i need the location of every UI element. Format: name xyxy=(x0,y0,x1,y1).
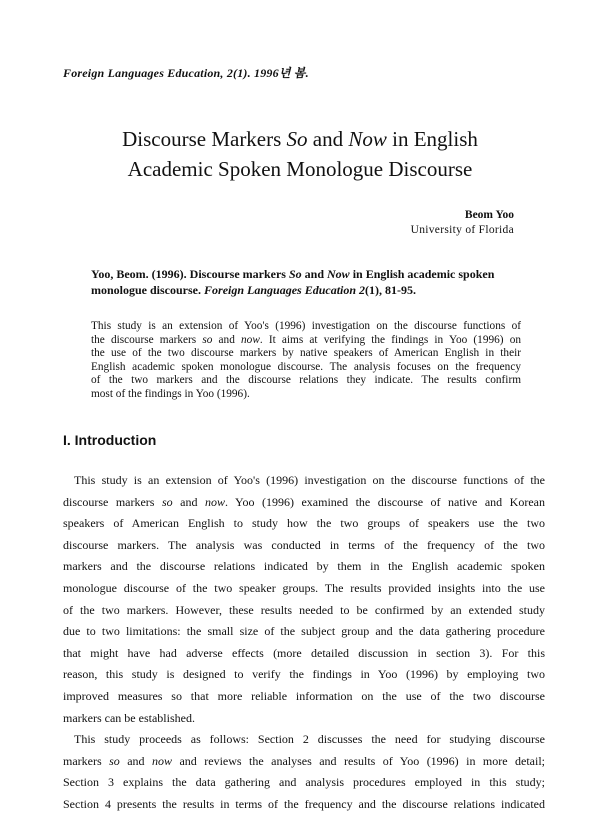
abstract-line: the use of the two discourse markers by native speakers of American English in their xyxy=(91,347,521,360)
body-line: due to two limitations: the small size of the subject group and the data gathering procedure xyxy=(63,624,545,639)
title-text: and xyxy=(307,127,349,151)
marker-term: now xyxy=(152,753,173,768)
citation-now: Now xyxy=(327,267,350,281)
abstract xyxy=(91,320,521,402)
body-line: discourse markers so and now. Yoo (1996) examined the discourse of native and Korean xyxy=(63,494,545,509)
author-name: Beom Yoo xyxy=(464,209,514,221)
body-line: monologue discourse of the two speaker groups. The results provided insights into the use xyxy=(63,580,545,595)
body-text xyxy=(63,470,545,816)
paper-title xyxy=(0,124,600,184)
title-text: Discourse Markers xyxy=(122,127,287,151)
body-line: This study is an extension of Yoo's (1996) investigation on the discourse functions of the xyxy=(74,473,545,487)
body-line: reason, this study is designed to verify the findings in Yoo (1996) by employing two xyxy=(63,667,545,682)
abstract-line: English academic spoken monologue discourse. The analysis focuses on the frequency xyxy=(91,360,521,373)
citation-text: (1), 81-95. xyxy=(365,283,417,297)
body-line: of the two markers. However, these results needed to be confirmed by an extended study xyxy=(63,602,545,617)
citation-text: Yoo, Beom. (1996). Discourse markers xyxy=(91,267,289,281)
title-line-1 xyxy=(0,124,600,154)
citation-text: in English academic spoken monologue discourse. xyxy=(91,267,495,297)
body-line: speakers of American English to study how the two groups of speakers use the two xyxy=(63,516,545,531)
marker-term: so xyxy=(109,753,120,768)
abstract-line: the discourse markers so and now. It aims at verifying the findings in Yoo (1996) on xyxy=(91,333,521,346)
body-line: Section 3 explains the data gathering and analysis procedures employed in this study; xyxy=(63,775,545,790)
section-heading: I. Introduction xyxy=(63,432,157,448)
body-line: markers can be established. xyxy=(63,710,195,725)
body-line: markers and the discourse relations indicated by them in the English academic spoken xyxy=(63,559,545,574)
body-line: that might have had adverse effects (more detailed discussion in section 3). For this xyxy=(63,645,545,660)
citation-journal: Foreign Languages Education xyxy=(204,283,357,297)
body-line: discourse markers. The analysis was conducted in terms of the frequency of the two xyxy=(63,537,545,552)
body-line: improved measures so that more reliable information on the use of the two discourse xyxy=(63,688,545,703)
citation-text: and xyxy=(301,267,328,281)
abstract-line: most of the findings in Yoo (1996). xyxy=(91,387,250,400)
running-head: Foreign Languages Education, 2(1). 1996년 봄. xyxy=(63,66,309,80)
title-line-2: Academic Spoken Monologue Discourse xyxy=(127,157,473,181)
abstract-line: of the two markers and the discourse relations they indicate. The results confirm xyxy=(91,374,521,387)
body-line: markers so and now and reviews the analyses and results of Yoo (1996) in more detail; xyxy=(63,753,546,768)
marker-term: so xyxy=(202,333,213,346)
marker-term: now xyxy=(204,494,225,509)
citation-so: So xyxy=(288,267,302,281)
citation-volume: 2 xyxy=(356,283,366,297)
body-line: Section 4 presents the results in terms of the frequency and the discourse relations indicated xyxy=(63,796,545,811)
author-affiliation: University of Florida xyxy=(410,224,514,236)
marker-term: so xyxy=(161,494,173,509)
citation xyxy=(91,266,521,298)
marker-term: now xyxy=(241,333,260,346)
title-now: Now xyxy=(348,127,387,151)
body-line: This study proceeds as follows: Section 2 discusses the need for studying discourse xyxy=(74,732,545,747)
title-text: in English xyxy=(386,127,478,151)
author-block xyxy=(411,208,514,238)
title-so: So xyxy=(286,127,308,151)
abstract-line: This study is an extension of Yoo's (1996) investigation on the discourse functions of xyxy=(91,320,521,332)
